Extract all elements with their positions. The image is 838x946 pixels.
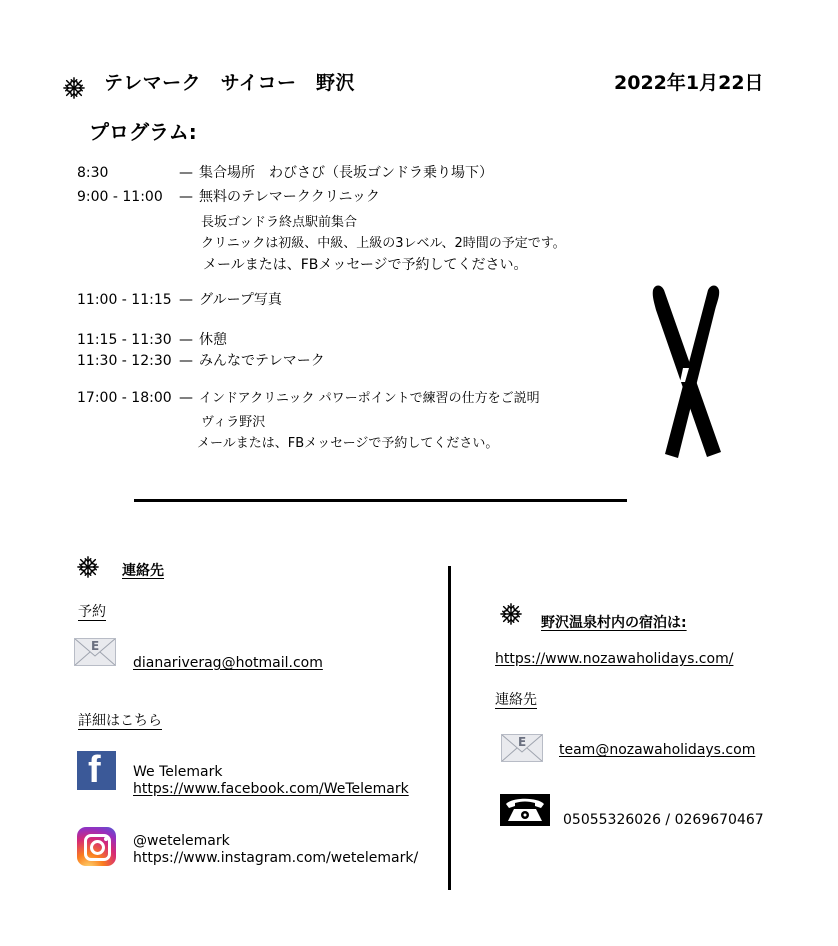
envelope-letter: E <box>518 735 527 749</box>
program-heading: プログラム: <box>89 120 197 144</box>
snowflake-icon <box>500 603 522 625</box>
schedule-detail: クリニックは初級、中級、上級の3レベル、2時間の予定です。 <box>201 236 566 251</box>
lodging-heading: 野沢温泉村内の宿泊は: <box>541 615 687 631</box>
section-divider <box>134 499 627 502</box>
instagram-icon[interactable] <box>77 827 116 866</box>
schedule-dash: — <box>179 332 193 348</box>
schedule-time: 8:30 <box>77 165 109 181</box>
schedule-dash: — <box>179 292 193 308</box>
envelope-icon <box>501 734 543 762</box>
schedule-text: 休憩 <box>199 332 227 348</box>
schedule-time: 9:00 - 11:00 <box>77 189 163 205</box>
instagram-handle: @wetelemark <box>133 833 230 849</box>
schedule-text: インドアクリニック パワーポイントで練習の仕方をご説明 <box>199 391 540 406</box>
snowflake-icon <box>63 77 85 99</box>
snowflake-icon <box>77 556 99 578</box>
event-date: 2022年1月22日 <box>614 72 764 94</box>
schedule-time: 17:00 - 18:00 <box>77 390 172 406</box>
contact-email-link[interactable]: dianariverag@hotmail.com <box>133 655 323 671</box>
lodging-phone: 05055326026 / 0269670467 <box>563 812 764 828</box>
envelope-letter: E <box>91 639 100 653</box>
schedule-text: グループ写真 <box>199 292 282 308</box>
schedule-dash: — <box>179 353 193 369</box>
telephone-icon <box>500 794 550 826</box>
schedule-time: 11:15 - 11:30 <box>77 332 172 348</box>
schedule-time: 11:00 - 11:15 <box>77 292 172 308</box>
details-label: 詳細はこちら <box>78 713 162 729</box>
page-title: テレマーク サイコー 野沢 <box>104 72 356 94</box>
lodging-contact-label: 連絡先 <box>495 692 537 708</box>
schedule-detail: メールまたは、FBメッセージで予約してください。 <box>203 257 528 273</box>
contact-heading: 連絡先 <box>122 563 164 579</box>
schedule-text: 無料のテレマーククリニック <box>199 189 380 205</box>
facebook-letter: f <box>88 749 101 791</box>
schedule-dash: — <box>179 390 193 406</box>
schedule-detail: 長坂ゴンドラ終点駅前集合 <box>201 215 358 230</box>
envelope-icon <box>74 638 116 666</box>
schedule-detail: ヴィラ野沢 <box>201 415 266 430</box>
reserve-label: 予約 <box>78 604 106 620</box>
schedule-detail: メールまたは、FBメッセージで予約してください。 <box>197 436 499 451</box>
lodging-url-link[interactable]: https://www.nozawaholidays.com/ <box>495 651 734 667</box>
schedule-dash: — <box>179 189 193 205</box>
schedule-text: みんなでテレマーク <box>199 353 325 369</box>
column-divider <box>448 566 451 890</box>
crossed-skis-icon <box>645 282 727 462</box>
lodging-email-link[interactable]: team@nozawaholidays.com <box>559 742 756 758</box>
facebook-icon[interactable] <box>77 751 116 790</box>
facebook-link[interactable]: https://www.facebook.com/WeTelemark <box>133 781 409 797</box>
schedule-time: 11:30 - 12:30 <box>77 353 172 369</box>
instagram-link[interactable]: https://www.instagram.com/wetelemark/ <box>133 850 419 866</box>
facebook-name: We Telemark <box>133 764 223 780</box>
schedule-text: 集合場所 わびさび（長坂ゴンドラ乗り場下） <box>199 165 493 181</box>
schedule-dash: — <box>179 165 193 181</box>
